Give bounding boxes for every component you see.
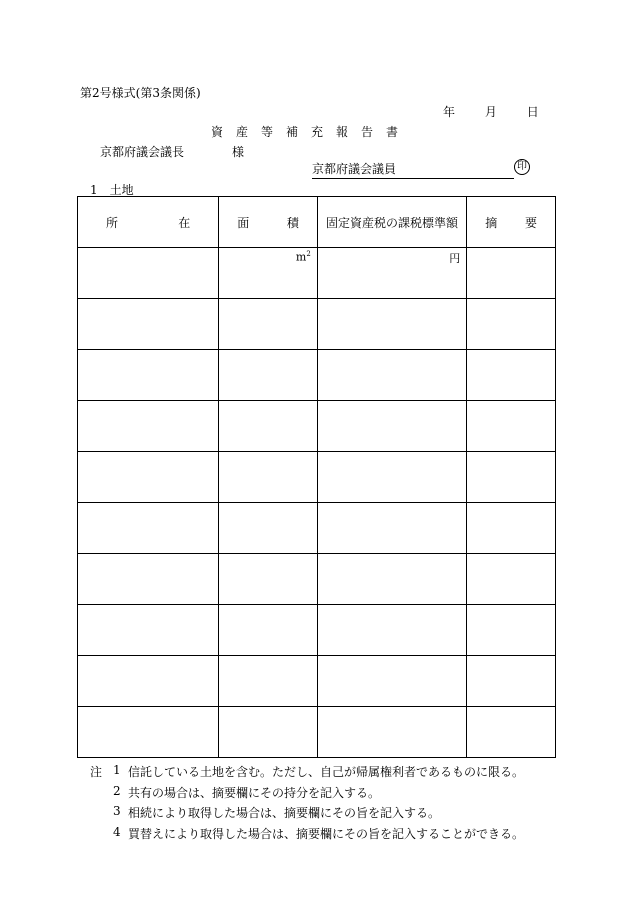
- header-remarks-char-0: 摘: [485, 215, 498, 230]
- table-row: [78, 605, 556, 656]
- cell-location[interactable]: [78, 605, 219, 656]
- header-location-text: [78, 214, 218, 231]
- note-number: 3: [113, 804, 121, 818]
- cell-location[interactable]: [78, 452, 219, 503]
- section-label: 土地: [109, 183, 134, 197]
- cell-tax-base[interactable]: [317, 554, 466, 605]
- cell-location[interactable]: [78, 503, 219, 554]
- header-remarks: [467, 197, 556, 248]
- cell-remarks[interactable]: [467, 656, 556, 707]
- cell-remarks[interactable]: [467, 554, 556, 605]
- addressee: 京都府議会議長: [100, 145, 185, 159]
- cell-tax-base[interactable]: [317, 707, 466, 758]
- cell-remarks[interactable]: [467, 350, 556, 401]
- area-unit: [219, 248, 317, 264]
- cell-tax-base[interactable]: [317, 248, 466, 299]
- land-table: [77, 196, 556, 758]
- cell-area[interactable]: [219, 401, 318, 452]
- honorific: 様: [232, 145, 245, 159]
- cell-location[interactable]: [78, 554, 219, 605]
- cell-tax-base[interactable]: [317, 401, 466, 452]
- table-row: [78, 350, 556, 401]
- area-unit-exponent: 2: [306, 250, 311, 258]
- header-area-char-1: 積: [286, 215, 299, 230]
- cell-area[interactable]: [219, 605, 318, 656]
- cell-area[interactable]: [219, 350, 318, 401]
- cell-location[interactable]: [78, 350, 219, 401]
- cell-location[interactable]: [78, 299, 219, 350]
- cell-tax-base[interactable]: [317, 299, 466, 350]
- form-number: 第2号様式(第3条関係): [80, 86, 201, 100]
- note-number: 2: [113, 783, 121, 798]
- notes-label: 注: [90, 765, 103, 779]
- cell-location[interactable]: [78, 248, 219, 299]
- cell-remarks[interactable]: [467, 707, 556, 758]
- cell-area[interactable]: [219, 452, 318, 503]
- header-area-text: [219, 214, 317, 231]
- cell-area[interactable]: [219, 656, 318, 707]
- cell-remarks[interactable]: [467, 299, 556, 350]
- cell-location[interactable]: [78, 656, 219, 707]
- cell-area[interactable]: [219, 248, 318, 299]
- cell-tax-base[interactable]: [317, 605, 466, 656]
- table-row: [78, 503, 556, 554]
- cell-area[interactable]: [219, 554, 318, 605]
- cell-tax-base[interactable]: [317, 656, 466, 707]
- addressee-line: [100, 143, 244, 160]
- cell-remarks[interactable]: [467, 401, 556, 452]
- cell-location[interactable]: [78, 707, 219, 758]
- cell-area[interactable]: [219, 707, 318, 758]
- cell-tax-base[interactable]: [317, 452, 466, 503]
- date-line: [443, 103, 539, 120]
- table-row: [78, 554, 556, 605]
- value-unit: 円: [449, 252, 461, 265]
- seal-mark: 印: [514, 159, 530, 175]
- cell-remarks[interactable]: [467, 248, 556, 299]
- note-text: 相続により取得した場合は、摘要欄にその旨を記入する。: [128, 806, 441, 820]
- header-tax-base: 固定資産税の課税標準額: [317, 197, 466, 248]
- area-unit-base: m: [295, 250, 307, 264]
- cell-area[interactable]: [219, 299, 318, 350]
- header-location: [78, 197, 219, 248]
- cell-remarks[interactable]: [467, 452, 556, 503]
- section-number: 1: [90, 183, 98, 197]
- cell-area[interactable]: [219, 503, 318, 554]
- cell-remarks[interactable]: [467, 503, 556, 554]
- table-row: [78, 401, 556, 452]
- date-year: 年: [443, 105, 456, 119]
- cell-remarks[interactable]: [467, 605, 556, 656]
- member-signature-line: 京都府議会議員: [312, 160, 514, 179]
- document-title: 資産等補充報告書: [211, 125, 412, 139]
- table-row: [78, 248, 556, 299]
- note-text: 買替えにより取得した場合は、摘要欄にその旨を記入することができる。: [128, 826, 525, 841]
- header-remarks-text: [467, 214, 555, 231]
- table-row: [78, 299, 556, 350]
- note-number: 4: [113, 824, 121, 839]
- cell-location[interactable]: [78, 401, 219, 452]
- table-row: [78, 707, 556, 758]
- date-month: 月: [484, 105, 497, 119]
- header-area-char-0: 面: [237, 215, 250, 230]
- note-text: 共有の場合は、摘要欄にその持分を記入する。: [128, 785, 381, 800]
- header-area: [219, 197, 318, 248]
- header-remarks-char-1: 要: [524, 215, 537, 230]
- table-header-row: [78, 197, 556, 248]
- note-text: 信託している土地を含む。ただし、自己が帰属権利者であるものに限る。: [128, 765, 525, 779]
- header-location-char-1: 在: [178, 215, 191, 230]
- table-row: [78, 656, 556, 707]
- date-day: 日: [526, 105, 539, 119]
- cell-tax-base[interactable]: [317, 503, 466, 554]
- note-number: 1: [113, 763, 121, 777]
- table-row: [78, 452, 556, 503]
- header-location-char-0: 所: [106, 215, 119, 230]
- cell-tax-base[interactable]: [317, 350, 466, 401]
